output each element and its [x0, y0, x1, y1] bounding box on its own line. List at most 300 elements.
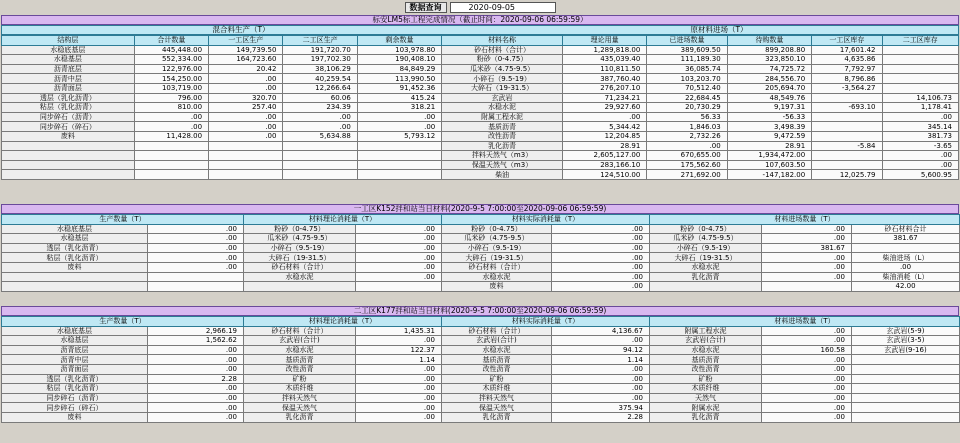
row-label: 水稳底基层	[2, 224, 148, 234]
table-cell: 29,927.60	[562, 103, 646, 113]
row-label: 水稳水泥	[442, 272, 552, 282]
site2-head-theoretical: 材料理论消耗量（T）	[244, 317, 442, 327]
table-row	[2, 384, 960, 394]
table-cell: .00	[647, 141, 727, 151]
table-row	[2, 262, 960, 272]
table-cell	[148, 282, 244, 292]
column-header: 一工区库存	[812, 36, 882, 46]
row-label: 沥青面层	[2, 83, 135, 93]
table-row	[2, 103, 959, 113]
table-cell: .00	[148, 243, 244, 253]
row-label: 沥青中层	[2, 74, 135, 84]
row-label: 瓜米砂（4.75-9.5）	[650, 234, 762, 244]
table-cell	[812, 93, 882, 103]
table-cell: -147,182.00	[727, 170, 811, 180]
table-cell: 5,634.88	[283, 131, 357, 141]
table-cell: 175,562.60	[647, 160, 727, 170]
row-label: 乳化沥青	[650, 272, 762, 282]
table-cell: 11,428.00	[134, 131, 208, 141]
query-button[interactable]: 数据查询	[405, 2, 447, 13]
row-label: 小碎石（9.5-19）	[650, 243, 762, 253]
table-cell	[357, 151, 441, 161]
row-label: 水稳基层	[2, 55, 135, 65]
table-row	[2, 141, 959, 151]
table-cell	[852, 384, 960, 394]
table-cell: 84,849.29	[357, 64, 441, 74]
table-cell: 205,694.70	[727, 83, 811, 93]
table-cell	[882, 83, 958, 93]
table-cell: 17,601.42	[812, 45, 882, 55]
table-row	[2, 253, 960, 263]
row-label: 附属工程水泥	[442, 112, 563, 122]
table-cell: .00	[283, 122, 357, 132]
site1-head-incoming: 材料进场数量（T）	[650, 215, 960, 225]
row-label: 矿粉	[650, 374, 762, 384]
completion-header-row	[2, 36, 959, 46]
table-row	[2, 326, 960, 336]
table-row	[2, 374, 960, 384]
table-cell: 22,684.45	[647, 93, 727, 103]
table-cell: 14,106.73	[882, 93, 958, 103]
table-cell: 2,966.19	[148, 326, 244, 336]
column-header: 材料名称	[442, 36, 563, 46]
table-row	[2, 93, 959, 103]
raw-material-title: 原材料进场（T）	[690, 25, 748, 34]
column-header: 理论用量	[562, 36, 646, 46]
table-cell: .00	[762, 326, 852, 336]
row-label: 废料	[2, 412, 148, 422]
table-row	[2, 55, 959, 65]
table-cell: 323,850.10	[727, 55, 811, 65]
table-cell	[283, 160, 357, 170]
row-label: 基质沥青	[244, 355, 356, 365]
table-cell: .00	[148, 224, 244, 234]
table-cell: 7,792.97	[812, 64, 882, 74]
row-label: 同步碎石（碎石）	[2, 403, 148, 413]
table-cell: .00	[762, 336, 852, 346]
site2-header-row	[2, 317, 960, 327]
site1-header-row	[2, 215, 960, 225]
table-cell: .00	[356, 384, 442, 394]
table-cell: -693.10	[812, 103, 882, 113]
table-cell: .00	[209, 112, 283, 122]
table-row	[2, 224, 960, 234]
table-cell: 玄武岩(9-16)	[852, 345, 960, 355]
table-cell: 796.00	[134, 93, 208, 103]
table-cell: 122.37	[356, 345, 442, 355]
row-label: 保温天然气（m3）	[442, 160, 563, 170]
table-cell: 552,334.00	[134, 55, 208, 65]
completion-title: 标安LM5标工程完成情况（截止时间：2020-09-06 06:59:59）	[1, 15, 959, 25]
row-label: 附属工程水泥	[650, 326, 762, 336]
table-cell: 899,208.80	[727, 45, 811, 55]
table-row	[2, 412, 960, 422]
table-cell: 283,166.10	[562, 160, 646, 170]
table-cell: 154,250.00	[134, 74, 208, 84]
table-cell: .00	[762, 355, 852, 365]
table-cell	[209, 160, 283, 170]
table-cell: 1.14	[552, 355, 650, 365]
table-cell: 5,344.42	[562, 122, 646, 132]
row-label	[2, 282, 148, 292]
row-label: 改性沥青	[650, 364, 762, 374]
row-label: 沥青底层	[2, 345, 148, 355]
table-cell	[882, 45, 958, 55]
row-label: 粉砂（0-4.75）	[244, 224, 356, 234]
table-row	[2, 403, 960, 413]
table-cell	[852, 403, 960, 413]
table-cell: 415.24	[357, 93, 441, 103]
table-row	[2, 272, 960, 282]
table-cell: .00	[552, 374, 650, 384]
row-label: 基质沥青	[650, 355, 762, 365]
table-row	[2, 122, 959, 132]
row-label: 水稳水泥	[442, 345, 552, 355]
row-label: 瓜米砂（4.75-9.5）	[244, 234, 356, 244]
table-cell: .00	[148, 262, 244, 272]
table-cell: .00	[209, 74, 283, 84]
table-cell: 276,207.10	[562, 83, 646, 93]
row-label: 瓜米砂（4.75-9.5）	[442, 64, 563, 74]
row-label: 矿粉	[244, 374, 356, 384]
table-cell: 60.06	[283, 93, 357, 103]
table-row	[2, 282, 960, 292]
table-cell	[882, 64, 958, 74]
table-cell: 1,178.41	[882, 103, 958, 113]
row-label: 透层（乳化沥青）	[2, 374, 148, 384]
table-cell: 94.12	[552, 345, 650, 355]
row-label: 透层（乳化沥青）	[2, 93, 135, 103]
table-cell: .00	[148, 393, 244, 403]
table-row	[2, 336, 960, 346]
row-label: 粉砂（0-4.75）	[650, 224, 762, 234]
table-cell: .00	[148, 384, 244, 394]
site2-table	[1, 316, 960, 423]
row-label: 木质纤维	[650, 384, 762, 394]
table-cell	[812, 112, 882, 122]
table-cell: 670,655.00	[647, 151, 727, 161]
table-cell: .00	[552, 262, 650, 272]
table-cell	[852, 243, 960, 253]
table-cell	[762, 282, 852, 292]
completion-section	[1, 15, 959, 180]
site1-head-production: 生产数量（T）	[2, 215, 244, 225]
site2-title: 二工区K177拌和站当日材料(2020-9-5 7:00:00至2020-09-06 06:59:59)	[1, 306, 959, 316]
row-label	[2, 160, 135, 170]
table-cell: .00	[357, 122, 441, 132]
table-row	[2, 393, 960, 403]
table-cell: 445,448.00	[134, 45, 208, 55]
row-label: 水稳水泥	[244, 272, 356, 282]
table-cell: .00	[762, 253, 852, 263]
row-label: 粉砂（0-4.75）	[442, 224, 552, 234]
table-cell: 56.33	[647, 112, 727, 122]
table-cell: 4,635.86	[812, 55, 882, 65]
row-label: 小碎石（9.5-19）	[442, 243, 552, 253]
table-cell: 9,197.31	[727, 103, 811, 113]
row-label	[2, 170, 135, 180]
table-cell	[812, 131, 882, 141]
table-cell: 8,796.86	[812, 74, 882, 84]
table-cell: 375.94	[552, 403, 650, 413]
site1-title: 一工区K152拌和站当日材料(2020-9-5 7:00:00至2020-09-06 06:59:59)	[1, 204, 959, 214]
row-label: 改性沥青	[244, 364, 356, 374]
table-cell: 71,234.21	[562, 93, 646, 103]
row-label: 同步碎石（沥青）	[2, 393, 148, 403]
table-cell: 91,452.36	[357, 83, 441, 93]
table-cell: 28.91	[727, 141, 811, 151]
row-label: 粘层（乳化沥青）	[2, 253, 148, 263]
table-cell: 2.28	[148, 374, 244, 384]
table-cell: 1,846.03	[647, 122, 727, 132]
row-label: 粘层（乳化沥青）	[2, 384, 148, 394]
row-label: 粉砂（0-4.75）	[442, 55, 563, 65]
row-label: 废料	[442, 282, 552, 292]
row-label: 砂石材料（合计）	[442, 326, 552, 336]
row-label: 水稳水泥	[650, 262, 762, 272]
query-toolbar	[0, 1, 960, 13]
table-cell: 20,730.29	[647, 103, 727, 113]
table-cell: 玄武岩(3-5)	[852, 336, 960, 346]
row-label: 粘层（乳化沥青）	[2, 103, 135, 113]
table-cell: 103,978.80	[357, 45, 441, 55]
table-cell: .00	[762, 403, 852, 413]
table-cell: 2,605,127.00	[562, 151, 646, 161]
table-cell	[209, 141, 283, 151]
table-cell: 107,603.50	[727, 160, 811, 170]
row-label: 水稳底基层	[2, 326, 148, 336]
table-cell	[882, 74, 958, 84]
table-cell: 砂石材料合计	[852, 224, 960, 234]
table-cell: 玄武岩(5-9)	[852, 326, 960, 336]
row-label: 小碎石（9.5-19）	[244, 243, 356, 253]
row-label: 乳化沥青	[650, 412, 762, 422]
table-cell: 36,085.74	[647, 64, 727, 74]
row-label: 同步碎石（沥青）	[2, 112, 135, 122]
column-header: 合计数量	[134, 36, 208, 46]
table-cell: 103,719.00	[134, 83, 208, 93]
row-label: 附属水泥	[650, 403, 762, 413]
column-header: 二工区库存	[882, 36, 958, 46]
table-cell: 110,811.50	[562, 64, 646, 74]
table-cell: 12,025.79	[812, 170, 882, 180]
date-input[interactable]: 2020-09-05	[450, 2, 556, 13]
table-cell: .00	[552, 384, 650, 394]
table-cell: 197,702.30	[283, 55, 357, 65]
table-cell: 160.58	[762, 345, 852, 355]
table-row	[2, 74, 959, 84]
row-label: 柴油	[442, 170, 563, 180]
table-cell: .00	[762, 364, 852, 374]
table-cell: .00	[762, 262, 852, 272]
row-label: 水稳水泥	[244, 345, 356, 355]
site1-head-actual: 材料实际消耗量（T）	[442, 215, 650, 225]
site1-section	[1, 204, 959, 292]
column-header: 二工区生产	[283, 36, 357, 46]
table-row	[2, 112, 959, 122]
table-cell: 1.14	[356, 355, 442, 365]
row-label: 瓜米砂（4.75-9.5）	[442, 234, 552, 244]
table-cell: .00	[552, 364, 650, 374]
table-cell: 38,106.29	[283, 64, 357, 74]
table-cell	[357, 160, 441, 170]
table-cell: 3,498.39	[727, 122, 811, 132]
row-label: 基质沥青	[442, 355, 552, 365]
table-cell: 111,189.30	[647, 55, 727, 65]
row-label: 水稳水泥	[442, 103, 563, 113]
table-cell: .00	[882, 160, 958, 170]
table-cell: .00	[762, 412, 852, 422]
table-cell: 381.67	[852, 234, 960, 244]
table-cell: .00	[356, 403, 442, 413]
table-cell: 20.42	[209, 64, 283, 74]
table-cell: .00	[209, 131, 283, 141]
table-cell: .00	[356, 272, 442, 282]
row-label: 拌料天然气	[442, 393, 552, 403]
table-cell	[356, 282, 442, 292]
row-label	[2, 141, 135, 151]
table-cell: -56.33	[727, 112, 811, 122]
table-cell: .00	[148, 403, 244, 413]
table-cell: .00	[356, 243, 442, 253]
table-cell: 1,934,472.00	[727, 151, 811, 161]
table-cell: .00	[356, 224, 442, 234]
row-label: 水稳底基层	[2, 45, 135, 55]
row-label: 矿粉	[442, 374, 552, 384]
row-label: 保温天然气	[442, 403, 552, 413]
row-label: 玄武岩(合计)	[650, 336, 762, 346]
table-cell: 1,562.62	[148, 336, 244, 346]
table-cell: 5,600.95	[882, 170, 958, 180]
table-cell: 320.70	[209, 93, 283, 103]
table-cell: 149,739.50	[209, 45, 283, 55]
column-header: 已进场数量	[647, 36, 727, 46]
table-cell: .00	[762, 234, 852, 244]
table-cell: 1,435.31	[356, 326, 442, 336]
table-cell: 4,136.67	[552, 326, 650, 336]
table-cell: .00	[134, 112, 208, 122]
table-row	[2, 243, 960, 253]
site1-head-theoretical: 材料理论消耗量（T）	[244, 215, 442, 225]
table-cell: .00	[552, 272, 650, 282]
table-cell: .00	[762, 374, 852, 384]
table-cell: .00	[552, 253, 650, 263]
row-label: 同步碎石（碎石）	[2, 122, 135, 132]
table-row	[2, 355, 960, 365]
table-cell: 271,692.00	[647, 170, 727, 180]
table-cell	[209, 151, 283, 161]
row-label: 水稳基层	[2, 234, 148, 244]
table-cell	[134, 170, 208, 180]
site2-head-production: 生产数量（T）	[2, 317, 244, 327]
table-cell	[852, 364, 960, 374]
row-label	[244, 282, 356, 292]
row-label: 改性沥青	[442, 364, 552, 374]
table-cell	[357, 170, 441, 180]
table-cell	[148, 272, 244, 282]
row-label: 水稳水泥	[650, 345, 762, 355]
table-row	[2, 364, 960, 374]
row-label: 木质纤维	[442, 384, 552, 394]
table-cell: .00	[148, 355, 244, 365]
table-cell: .00	[762, 224, 852, 234]
table-row	[2, 345, 960, 355]
table-cell: .00	[882, 151, 958, 161]
table-cell: 42.00	[852, 282, 960, 292]
table-cell: 48,549.76	[727, 93, 811, 103]
row-label: 乳化沥青	[442, 141, 563, 151]
table-cell: .00	[356, 253, 442, 263]
row-label: 沥青中层	[2, 355, 148, 365]
table-cell: .00	[356, 234, 442, 244]
row-label: 砂石材料（合计）	[244, 326, 356, 336]
table-cell: .00	[283, 112, 357, 122]
table-cell: .00	[148, 364, 244, 374]
completion-table	[1, 35, 959, 180]
table-cell: .00	[356, 393, 442, 403]
row-label: 乳化沥青	[244, 412, 356, 422]
table-cell: 113,990.50	[357, 74, 441, 84]
table-cell: 1,289,818.00	[562, 45, 646, 55]
table-cell: .00	[148, 234, 244, 244]
site2-head-incoming: 材料进场数量（T）	[650, 317, 960, 327]
table-cell	[852, 393, 960, 403]
table-cell: .00	[762, 272, 852, 282]
table-cell: .00	[552, 336, 650, 346]
table-cell: 124,510.00	[562, 170, 646, 180]
table-cell: 2,732.26	[647, 131, 727, 141]
table-cell: 9,472.59	[727, 131, 811, 141]
site1-table	[1, 214, 960, 292]
table-cell: .00	[552, 243, 650, 253]
table-cell: .00	[552, 393, 650, 403]
row-label: 木质纤维	[244, 384, 356, 394]
row-label: 废料	[2, 262, 148, 272]
table-cell	[812, 151, 882, 161]
row-label: 砂石材料（合计）	[442, 262, 552, 272]
table-row	[2, 64, 959, 74]
table-cell: .00	[562, 112, 646, 122]
row-label: 透层（乳化沥青）	[2, 243, 148, 253]
row-label: 玄武岩(合计)	[244, 336, 356, 346]
completion-subheader	[1, 25, 959, 35]
table-cell	[852, 374, 960, 384]
row-label: 大碎石（19-31.5）	[244, 253, 356, 263]
row-label: 天然气	[650, 393, 762, 403]
row-label: 大碎石（19-31.5）	[442, 83, 563, 93]
table-cell: 381.67	[762, 243, 852, 253]
row-label: 砂石材料（合计）	[244, 262, 356, 272]
table-cell: 40,259.54	[283, 74, 357, 84]
table-cell: .00	[882, 112, 958, 122]
table-row	[2, 160, 959, 170]
table-cell: 28.91	[562, 141, 646, 151]
table-cell	[283, 170, 357, 180]
table-cell: 74,725.72	[727, 64, 811, 74]
table-row	[2, 151, 959, 161]
table-cell: 387,760.40	[562, 74, 646, 84]
row-label: 大碎石（19-31.5）	[650, 253, 762, 263]
table-cell: 435,039.40	[562, 55, 646, 65]
table-row	[2, 131, 959, 141]
row-label: 沥青面层	[2, 364, 148, 374]
table-cell: 381.73	[882, 131, 958, 141]
row-label: 玄武岩	[442, 93, 563, 103]
row-label: 水稳基层	[2, 336, 148, 346]
table-cell	[812, 160, 882, 170]
table-cell: 284,556.70	[727, 74, 811, 84]
table-cell	[283, 151, 357, 161]
